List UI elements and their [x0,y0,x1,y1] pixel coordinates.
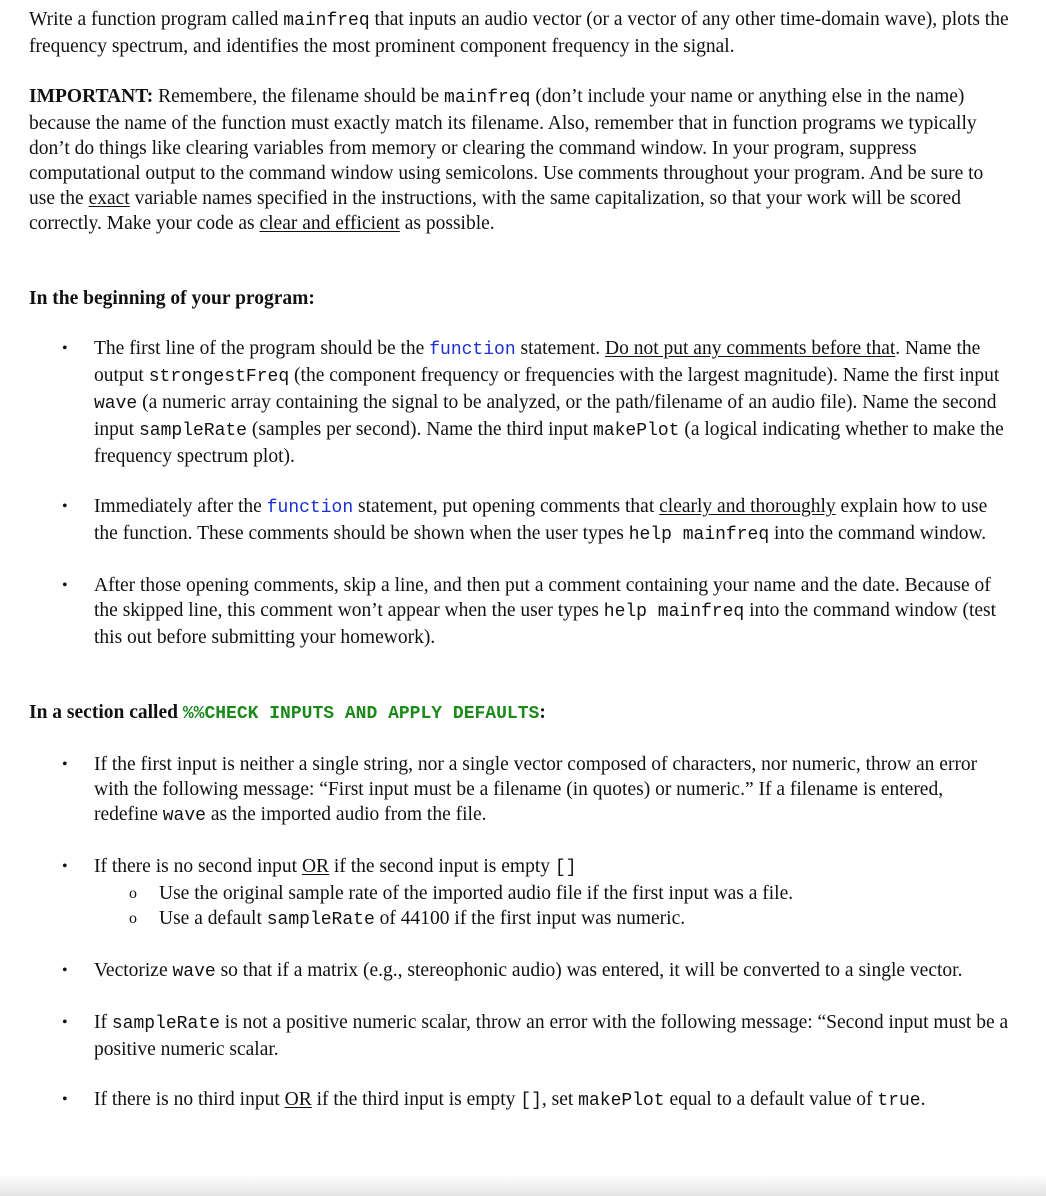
wave-code: wave [94,394,138,414]
item-text: Immediately after the [94,496,267,517]
list-item [29,958,1009,985]
section-name-code: %%CHECK INPUTS AND APPLY DEFAULTS [182,704,540,724]
list-item [29,1010,1009,1062]
wave-code: wave [162,806,206,826]
item-text: if the third input is empty [311,1089,521,1110]
check-list [29,752,1009,1114]
no-comments-underlined: Do not put any comments before that [605,338,896,359]
item-text: statement. [515,338,605,359]
bullet-icon: • [62,1014,68,1031]
item-text: (a numeric array containing the signal to be analyzed, or the path/filename of an audio file). Name the second input [94,392,997,440]
item-text: Vectorize [94,960,173,981]
bullet-icon: • [62,858,68,875]
function-keyword: function [429,340,516,360]
important-paragraph [29,84,1009,236]
samplerate-code: sampleRate [138,421,247,441]
list-item [29,752,1009,829]
clear-efficient-underlined: clear and efficient [259,213,400,234]
clearly-thoroughly-underlined: clearly and thoroughly [659,496,836,517]
list-item [29,1087,1009,1114]
bullet-icon: • [62,962,68,979]
function-name-code: mainfreq [283,11,370,31]
empty-brackets-code: [] [554,858,577,878]
item-text: , set [541,1089,579,1110]
item-text: If the first input is neither a single string, nor a single vector composed of characters, nor numeric, throw an error with the following message: “First input must be a filename (in quotes) or numeric.” If a filename is entered, redefine [94,754,978,825]
important-text: Remembere, the filename should be [153,86,445,107]
item-text: (a logical indicating whether to make the frequency spectrum plot). [94,419,1004,467]
list-item [29,494,1009,548]
item-text: equal to a default value of [664,1089,878,1110]
item-text: (the component frequency or frequencies with the largest magnitude). Name the first input [289,365,1000,386]
intro-text: Write a function program called [29,9,284,30]
item-text: If there is no second input [94,856,302,877]
item-text: The first line of the program should be the [94,338,430,359]
makeplot-code: makePlot [578,1091,665,1111]
item-text: as the imported audio from the file. [205,804,487,825]
item-text: statement, put opening comments that [353,496,660,517]
item-text: so that if a matrix (e.g., stereophonic audio) was entered, it will be converted to a single vector. [215,960,963,981]
makeplot-code: makePlot [593,421,680,441]
empty-brackets-code: [] [520,1091,542,1111]
bullet-icon: • [62,498,68,515]
item-text: explain how to use the function. These comments should be shown when the user types [94,496,988,544]
item-text: into the command window (test this out before submitting your homework). [94,600,997,648]
exact-underlined: exact [88,188,130,209]
item-text: After those opening comments, skip a line, and then put a comment containing your name and the date. Because of the skipped line, this comment won’t appear when the user types [94,575,991,621]
beginning-list [29,336,1009,650]
sub-list [29,881,1009,933]
bullet-icon: • [62,1091,68,1108]
important-text: variable names specified in the instructions, with the same capitalization, so that your work will be scored correctly. Make your code as [29,188,961,234]
item-text: . [920,1089,926,1110]
or-underlined: OR [301,856,330,877]
heading-text: : [539,702,546,723]
intro-paragraph [29,7,1009,59]
samplerate-code: sampleRate [111,1014,220,1034]
item-text: (samples per second). Name the third input [247,419,594,440]
sub-list-item [29,906,1009,933]
circle-bullet-icon: o [129,885,137,902]
item-text: . Name the output [94,338,981,386]
important-text: (don’t include your name or anything else in the name) because the name of the function must exactly match its filename. Also, remember that in function programs we typically don’t do things like clearing variables from memory or clearing the command window. In your program, suppress computational output to the command window using semicolons. Use comments throughout your program. And be sure to use the [29,86,984,209]
item-text: of 44100 if the first input was numeric. [374,908,686,929]
circle-bullet-icon: o [129,910,137,927]
item-text: If [94,1012,112,1033]
bullet-icon: • [62,577,68,594]
document-page [29,7,1009,1114]
help-command-code: help mainfreq [628,525,770,545]
important-text: as possible. [399,213,495,234]
function-name-code: mainfreq [444,88,531,108]
help-command-code: help mainfreq [603,602,745,622]
item-text: Use the original sample rate of the imported audio file if the first input was a file. [159,883,794,904]
item-text: Use a default [159,908,267,929]
bottom-edge-shadow [0,1174,1046,1196]
list-item [29,854,1009,933]
important-label: IMPORTANT: [29,86,154,107]
sub-list-item [29,881,1009,906]
list-item [29,573,1009,650]
check-heading [29,700,1009,727]
list-item [29,336,1009,469]
or-underlined: OR [284,1089,312,1110]
item-text: if the second input is empty [329,856,555,877]
item-text: into the command window. [769,523,987,544]
bullet-icon: • [62,340,68,357]
true-code: true [877,1091,921,1111]
bullet-icon: • [62,756,68,773]
item-text: If there is no third input [94,1089,285,1110]
intro-text: that inputs an audio vector (or a vector of any other time-domain wave), plots the frequency spectrum, and identifies the most prominent component frequency in the signal. [29,9,1009,57]
beginning-heading: In the beginning of your program: [29,288,315,309]
heading-text: In a section called [29,702,183,723]
samplerate-code: sampleRate [266,910,375,930]
item-text: is not a positive numeric scalar, throw an error with the following message: “Second input must be a positive numeric scalar. [94,1012,1009,1060]
output-name-code: strongestFreq [148,367,290,387]
function-keyword: function [266,498,354,518]
wave-code: wave [172,962,216,982]
